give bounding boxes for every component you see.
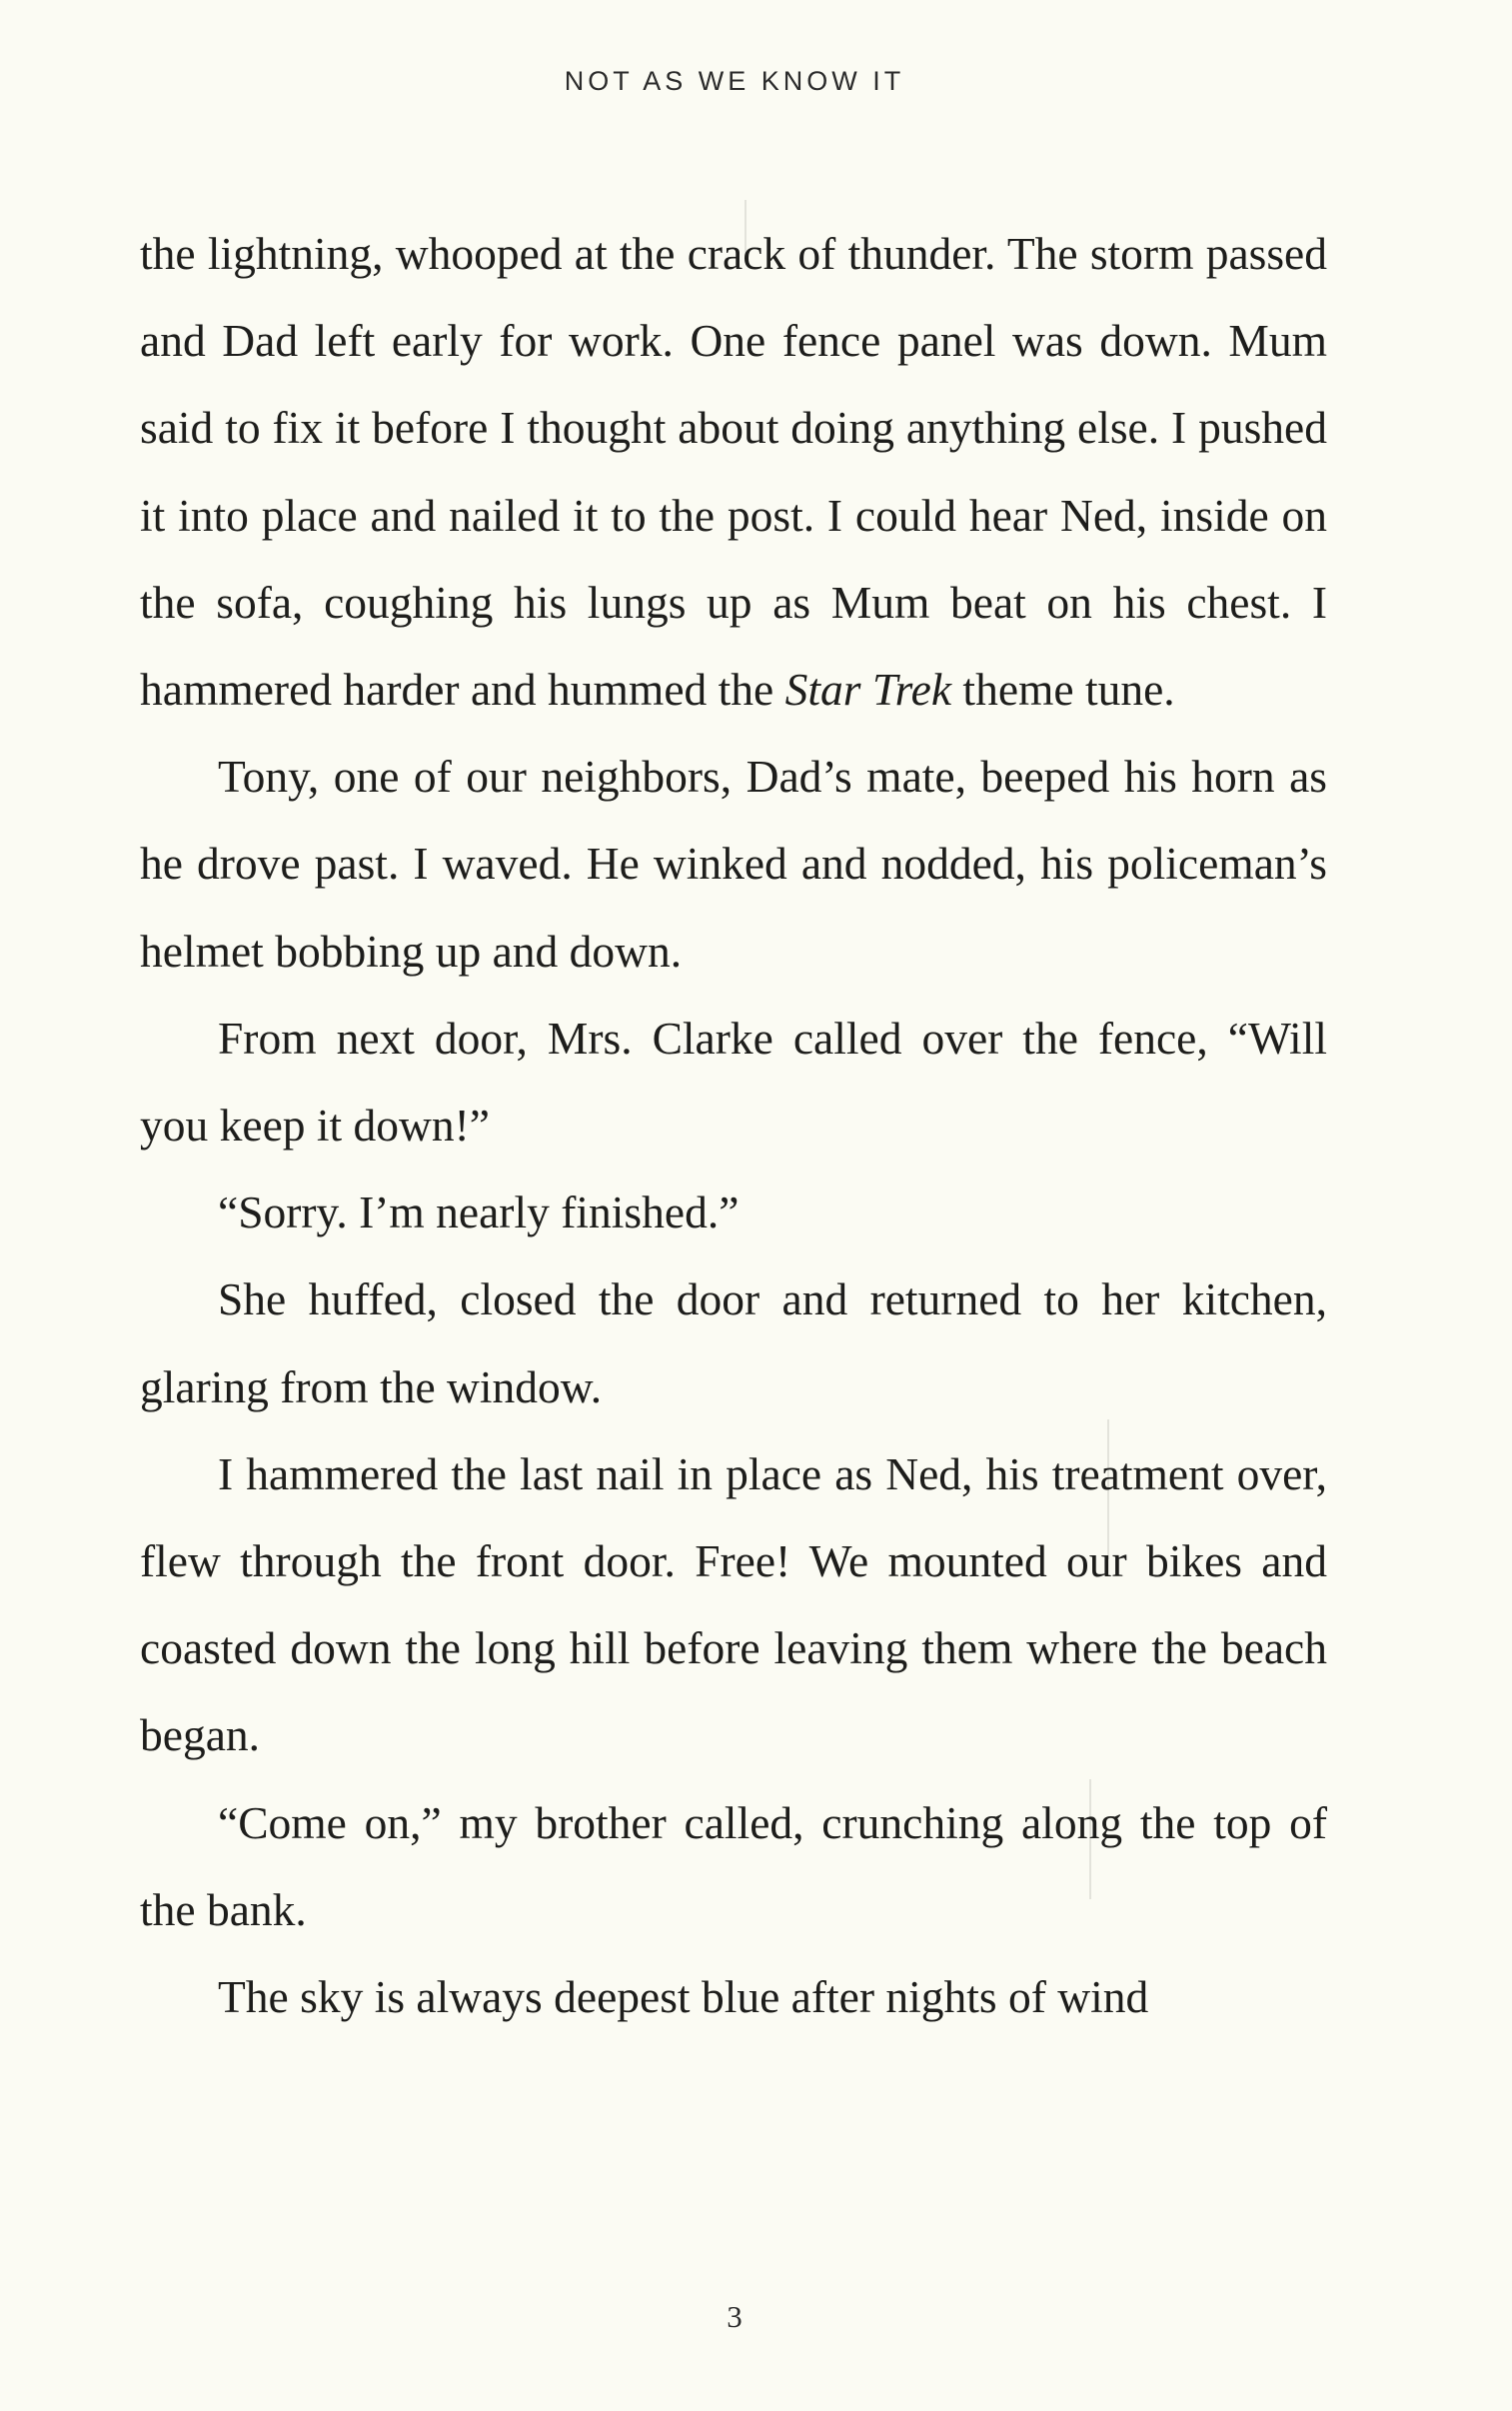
page-number: 3 bbox=[727, 2299, 743, 2334]
paragraph-text: “Come on,” my brother called, crunching along the top of the bank. bbox=[140, 1796, 1327, 1935]
paragraph-text: She huffed, closed the door and returned to her kitchen, glaring from the window. bbox=[140, 1273, 1327, 1412]
paragraph bbox=[140, 1779, 1327, 1953]
running-head: NOT AS WE KNOW IT bbox=[564, 66, 905, 96]
paragraph bbox=[140, 210, 1327, 733]
paragraph bbox=[140, 733, 1327, 995]
paragraph-text: Tony, one of our neighbors, Dad’s mate, beeped his horn as he drove past. I waved. He winked and nodded, his policeman’s helmet bobbing up and down. bbox=[140, 751, 1327, 977]
paragraph-text: I hammered the last nail in place as Ned, his treatment over, flew through the front door. Free! We mounted our bikes and coasted down the long hill before leaving them where the beach began. bbox=[140, 1447, 1327, 1761]
paragraph-text: From next door, Mrs. Clarke called over the fence, “Will you keep it down!” bbox=[140, 1012, 1327, 1152]
paragraph bbox=[140, 1169, 1327, 1255]
italic-title-text: Star Trek bbox=[784, 664, 952, 716]
paragraph-text: the lightning, whooped at the crack of thunder. The storm passed and Dad left early for work. One fence panel was down. Mum said to fix it before I thought about doing anything else. I pushed it into place and nailed it to the post. I could hear Ned, inside on the sofa, coughing his lungs up as Mum beat on his chest. I hammered harder and hummed the bbox=[140, 228, 1327, 716]
paragraph bbox=[140, 1255, 1327, 1429]
paragraph-text: “Sorry. I’m nearly finished.” bbox=[218, 1187, 740, 1238]
paragraph bbox=[140, 1430, 1327, 1779]
paragraph bbox=[140, 1953, 1327, 2040]
paragraph-text: theme tune. bbox=[951, 664, 1175, 716]
paragraph bbox=[140, 995, 1327, 1169]
body-text bbox=[140, 210, 1327, 2040]
paragraph-text: The sky is always deepest blue after nights of wind bbox=[218, 1971, 1149, 2023]
